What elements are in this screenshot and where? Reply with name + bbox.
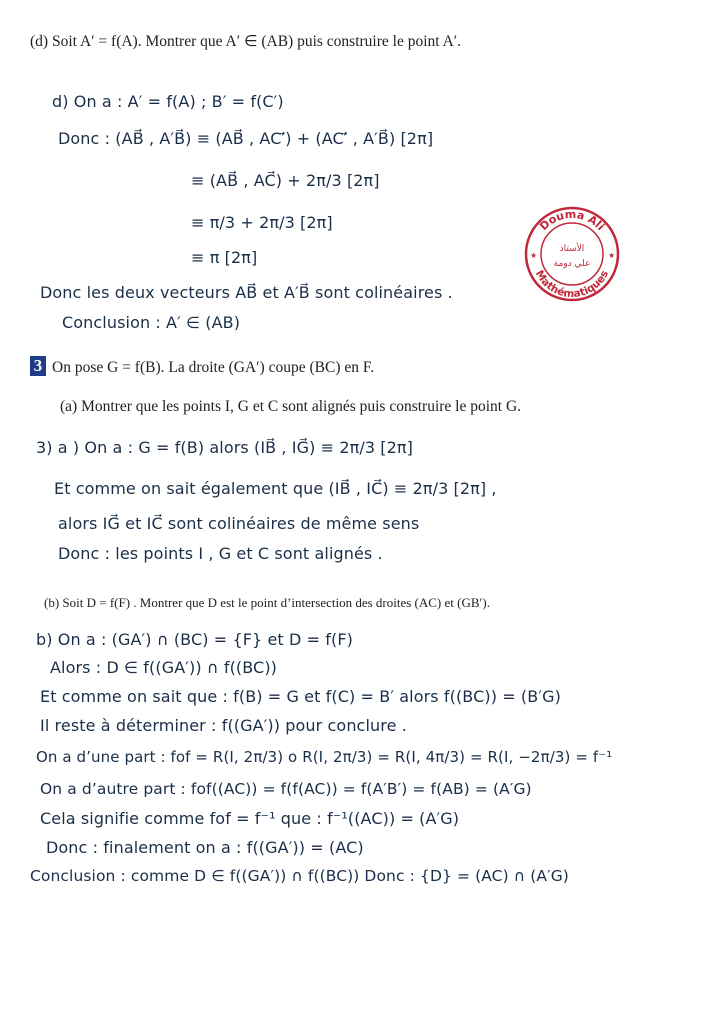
- answer-3a-line1: 3) a ) On a : G = f(B) alors (IB⃗ , IG⃗) ≡ 2π/3 [2π]: [36, 438, 414, 457]
- svg-text:Mathématiques: Mathématiques: [532, 268, 611, 301]
- answer-3b-line5: On a d’une part : fof = R(I, 2π/3) o R(I, 2π/3) = R(I, 4π/3) = R(I, −2π/3) = f⁻¹: [36, 748, 613, 766]
- svg-text:Douma Ali: Douma Ali: [537, 207, 608, 234]
- answer-3b-line6: On a d’autre part : fof((AC)) = f(f(AC)) = f(A′B′) = f(AB) = (A′G): [40, 780, 532, 798]
- answer-3b-line3: Et comme on sait que : f(B) = G et f(C) = B′ alors f((BC)) = (B′G): [40, 687, 561, 706]
- answer-3b-line8: Donc : finalement on a : f((GA′)) = (AC): [46, 838, 364, 857]
- answer-3b-line7: Cela signifie comme fof = f⁻¹ que : f⁻¹((AC)) = (A′G): [40, 809, 460, 828]
- svg-text:★: ★: [530, 251, 538, 260]
- answer-3a-line4: Donc : les points I , G et C sont alignés .: [58, 544, 383, 563]
- svg-text:الأستاذ: الأستاذ: [559, 244, 585, 254]
- answer-3a-line3: alors IG⃗ et IC⃗ sont colinéaires de même sens: [58, 514, 420, 533]
- question-3b: (b) Soit D = f(F) . Montrer que D est le point d’intersection des droites (AC) et (GB′).: [44, 595, 490, 610]
- svg-text:علي دومة: علي دومة: [553, 259, 591, 269]
- question-3: On pose G = f(B). La droite (GA′) coupe (BC) en F.: [52, 359, 375, 376]
- answer-3a-line2: Et comme on sait également que (IB⃗ , IC⃗) ≡ 2π/3 [2π] ,: [54, 479, 497, 498]
- stamp-seal-icon: [524, 206, 620, 302]
- answer-d-line2: Donc : (AB⃗ , A′B⃗) ≡ (AB⃗ , AC′⃗) + (AC′⃗ , A′B⃗) [2π]: [58, 129, 434, 148]
- answer-3b-line1: b) On a : (GA′) ∩ (BC) = {F} et D = f(F): [36, 630, 354, 649]
- answer-d-line5: ≡ π [2π]: [191, 248, 258, 267]
- svg-text:★: ★: [608, 251, 616, 260]
- exercise-number-badge: 3: [30, 356, 46, 376]
- answer-d-line3: ≡ (AB⃗ , AC⃗) + 2π/3 [2π]: [191, 171, 380, 190]
- question-d: (d) Soit A′ = f(A). Montrer que A′ ∈ (AB) puis construire le point A′.: [30, 33, 462, 50]
- answer-d-line1: d) On a : A′ = f(A) ; B′ = f(C′): [52, 92, 284, 111]
- answer-3b-line4: Il reste à déterminer : f((GA′)) pour conclure .: [40, 716, 407, 735]
- teacher-stamp: [524, 206, 620, 302]
- question-3a: (a) Montrer que les points I, G et C sont alignés puis construire le point G.: [60, 398, 522, 415]
- answer-3b-conclusion: Conclusion : comme D ∈ f((GA′)) ∩ f((BC)) Donc : {D} = (AC) ∩ (A′G): [30, 867, 569, 885]
- answer-d-line4: ≡ π/3 + 2π/3 [2π]: [191, 213, 333, 232]
- answer-d-conclusion: Conclusion : A′ ∈ (AB): [62, 313, 241, 332]
- answer-d-line6: Donc les deux vecteurs AB⃗ et A′B⃗ sont colinéaires .: [40, 283, 453, 302]
- answer-3b-line2: Alors : D ∈ f((GA′)) ∩ f((BC)): [50, 658, 278, 677]
